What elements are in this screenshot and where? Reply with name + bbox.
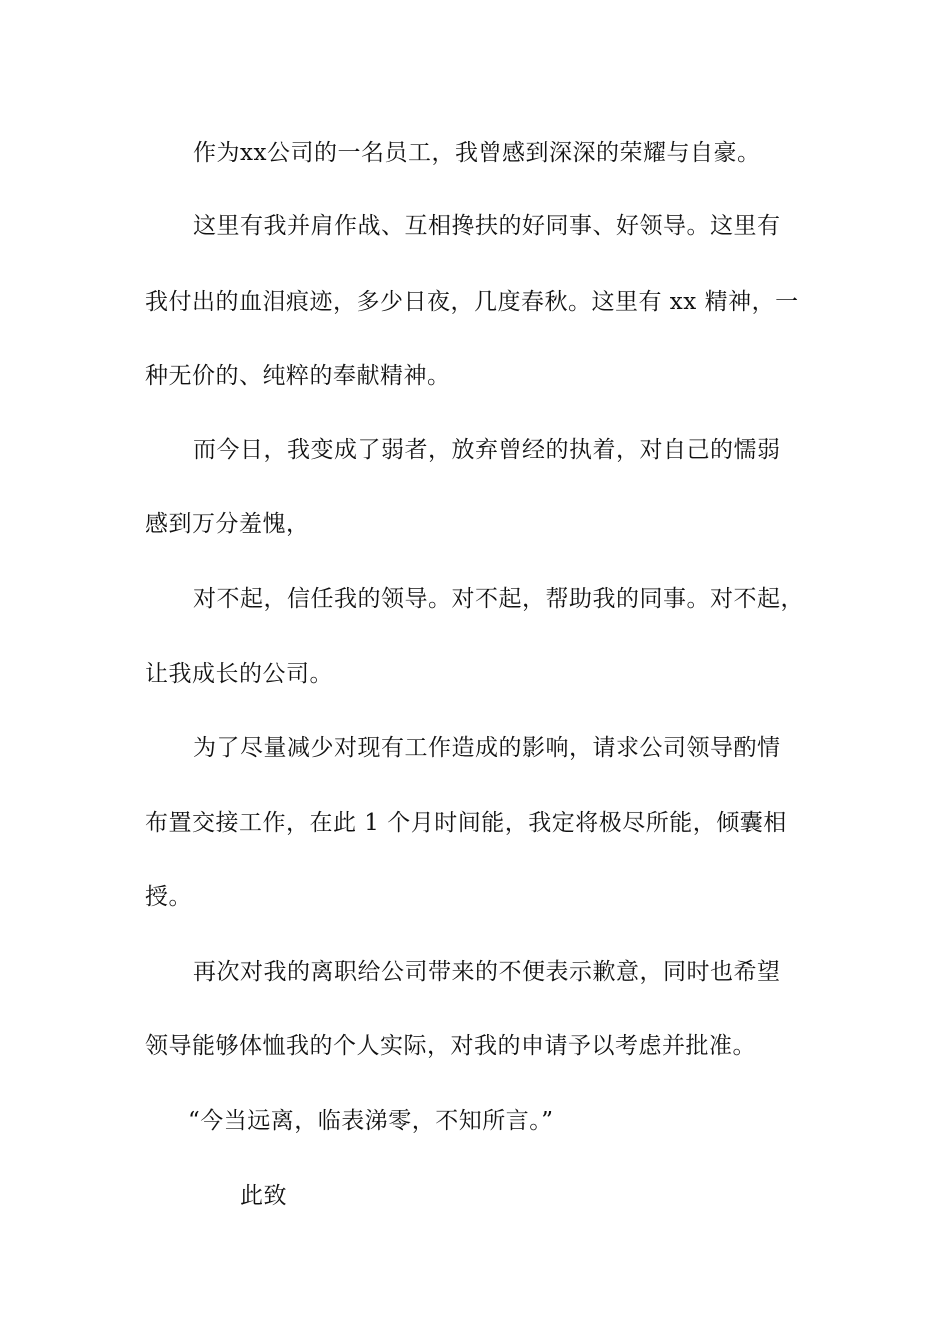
paragraph-2-line-1: 这里有我并肩作战、互相搀扶的好同事、好领导。这里有	[193, 213, 781, 239]
paragraph-6-line-2: 领导能够体恤我的个人实际，对我的申请予以考虑并批准。	[145, 1033, 756, 1059]
paragraph-4-line-2: 让我成长的公司。	[145, 661, 333, 687]
closing-quote: “今当远离，临表涕零，不知所言。”	[188, 1108, 554, 1134]
paragraph-4-line-1: 对不起，信任我的领导。对不起，帮助我的同事。对不起，	[193, 586, 804, 612]
paragraph-6-line-1: 再次对我的离职给公司带来的不便表示歉意，同时也希望	[193, 959, 781, 985]
paragraph-2-line-2: 我付出的血泪痕迹，多少日夜，几度春秋。这里有 xx 精神，一	[145, 289, 799, 315]
paragraph-2-line-3: 种无价的、纯粹的奉献精神。	[145, 363, 451, 389]
paragraph-1-line-1: 作为xx公司的一名员工，我曾感到深深的荣耀与自豪。	[193, 140, 761, 166]
paragraph-5-line-2: 布置交接工作，在此 1 个月时间能，我定将极尽所能，倾囊相	[145, 810, 787, 836]
paragraph-3-line-1: 而今日，我变成了弱者，放弃曾经的执着，对自己的懦弱	[193, 437, 781, 463]
salutation-ci-zhi: 此致	[240, 1183, 287, 1209]
paragraph-3-line-2: 感到万分羞愧，	[145, 511, 310, 537]
paragraph-5-line-1: 为了尽量减少对现有工作造成的影响，请求公司领导酌情	[193, 735, 781, 761]
paragraph-5-line-3: 授。	[145, 884, 192, 910]
